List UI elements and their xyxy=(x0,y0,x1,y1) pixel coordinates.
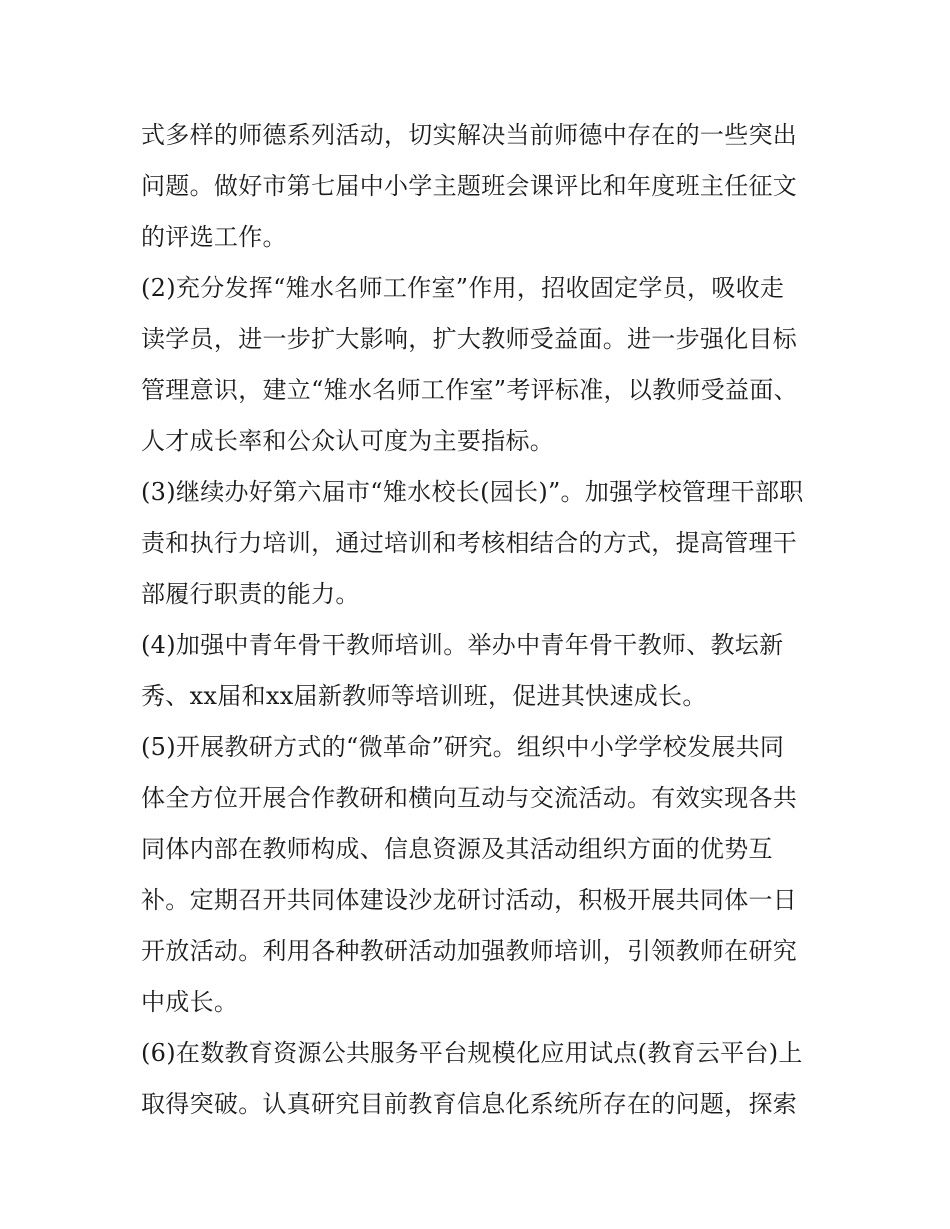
document-body xyxy=(141,110,821,1130)
text-line: 同体内部在教师构成、信息资源及其活动组织方面的优势互 xyxy=(141,835,773,863)
text-line: (2)充分发挥“雉水名师工作室”作用，招收固定学员，吸收走 xyxy=(141,274,785,302)
text-line: 管理意识，建立“雉水名师工作室”考评标准，以教师受益面、 xyxy=(141,376,798,404)
text-line: 补。定期召开共同体建设沙龙研讨活动，积极开展共同体一日 xyxy=(141,886,798,914)
text-line: 责和执行力培训，通过培训和考核相结合的方式，提高管理干 xyxy=(141,529,798,557)
text-line: 中成长。 xyxy=(141,988,239,1016)
text-line: 式多样的师德系列活动，切实解决当前师德中存在的一些突出 xyxy=(141,121,798,149)
text-line: 读学员，进一步扩大影响，扩大教师受益面。进一步强化目标 xyxy=(141,325,798,353)
text-line: 秀、xx届和xx届新教师等培训班，促进其快速成长。 xyxy=(141,682,707,710)
text-line: (5)开展教研方式的“微革命”研究。组织中小学学校发展共同 xyxy=(141,733,785,761)
text-line: 问题。做好市第七届中小学主题班会课评比和年度班主任征文 xyxy=(141,172,798,200)
text-line: 取得突破。认真研究目前教育信息化系统所存在的问题，探索 xyxy=(141,1090,798,1118)
text-line: (6)在数教育资源公共服务平台规模化应用试点(教育云平台)上 xyxy=(141,1039,803,1067)
text-line: (3)继续办好第六届市“雉水校长(园长)”。加强学校管理干部职 xyxy=(141,478,804,506)
text-line: (4)加强中青年骨干教师培训。举办中青年骨干教师、教坛新 xyxy=(141,631,784,659)
text-line: 开放活动。利用各种教研活动加强教师培训，引领教师在研究 xyxy=(141,937,798,965)
text-line: 人才成长率和公众认可度为主要指标。 xyxy=(141,427,555,455)
text-line: 体全方位开展合作教研和横向互动与交流活动。有效实现各共 xyxy=(141,784,798,812)
text-line: 部履行职责的能力。 xyxy=(141,580,360,608)
text-line: 的评选工作。 xyxy=(141,223,287,251)
